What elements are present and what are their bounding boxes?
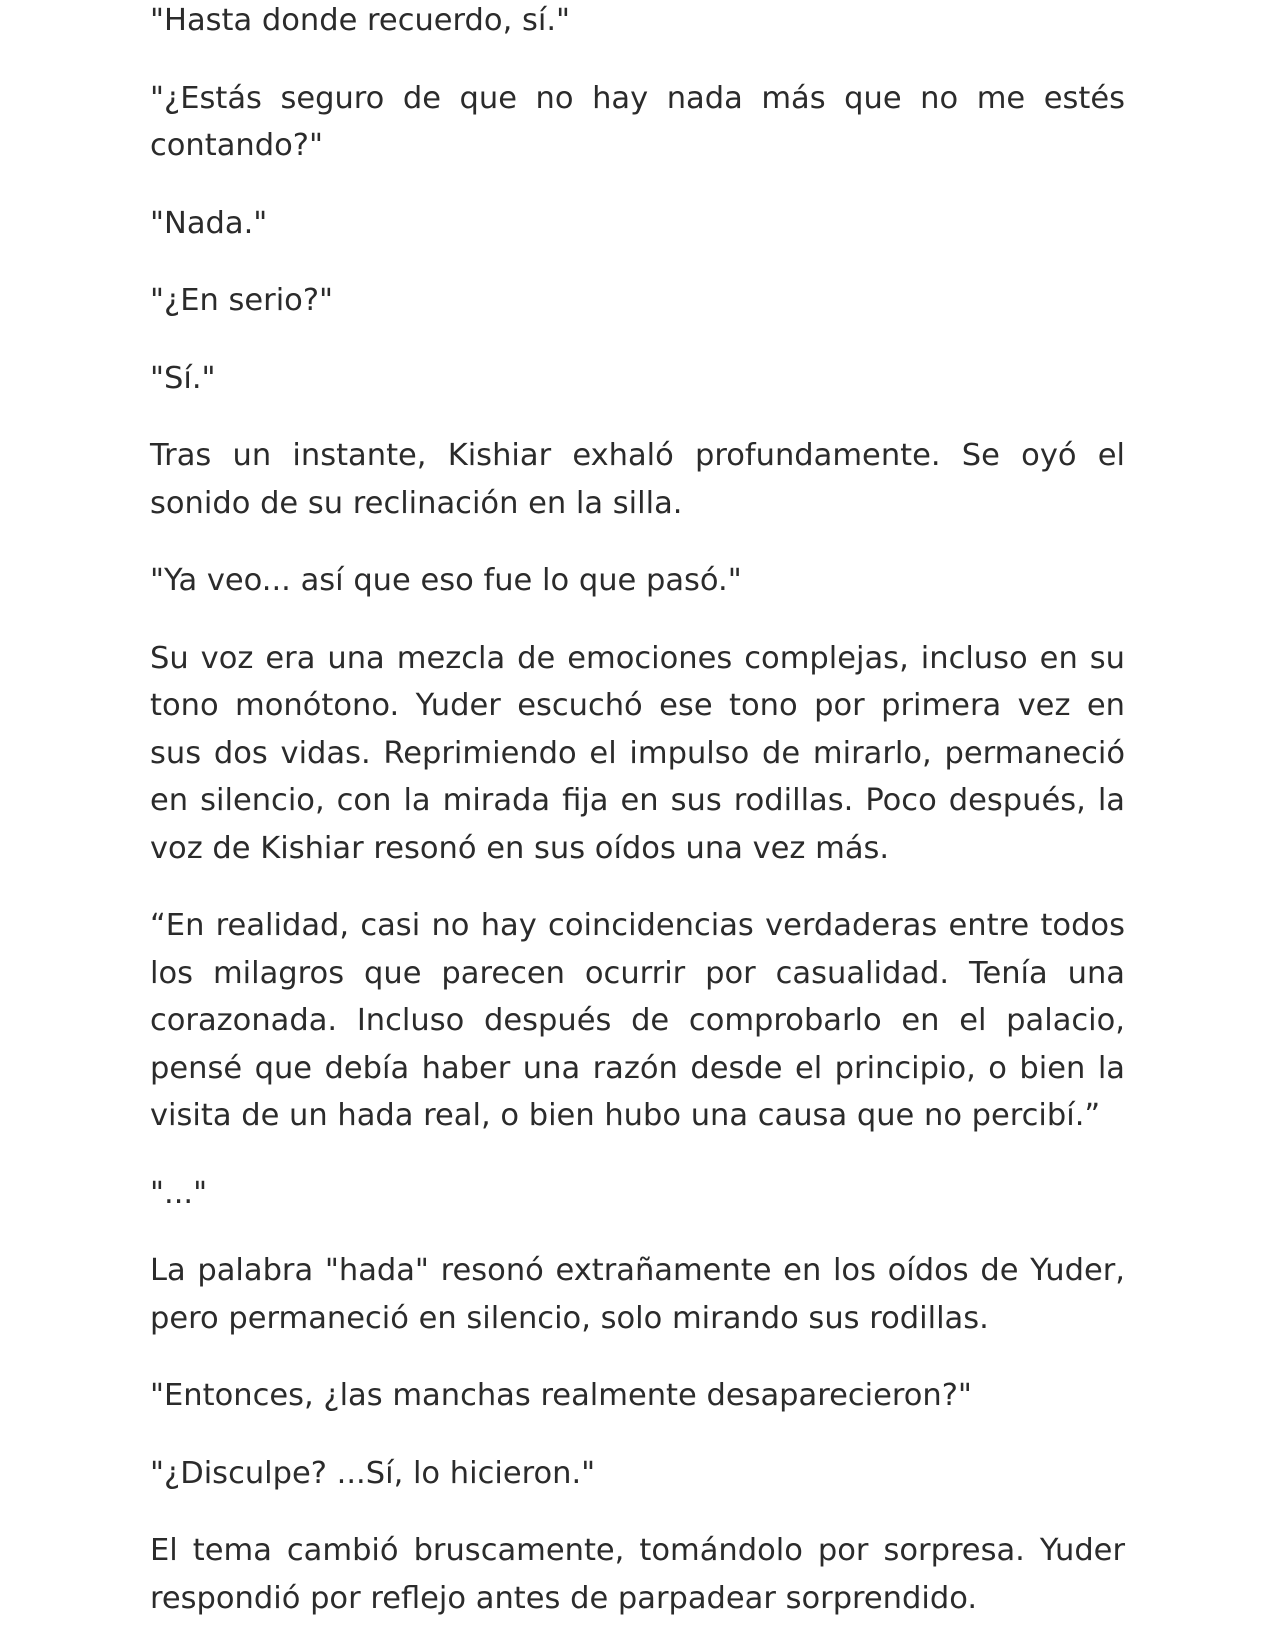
paragraph-3: "Nada." — [150, 205, 268, 241]
paragraph-5: "Sí." — [150, 360, 216, 396]
paragraph-12: "Entonces, ¿las manchas realmente desaparecieron?" — [150, 1378, 972, 1413]
paragraph-8: Su voz era una mezcla de emociones complejas, incluso en su tono monótono. Yuder escuchó ese tono por primera vez en sus dos vidas. Reprimiendo el impulso de mirarlo, permaneció en silencio, con la mirada fija en sus rodillas. Poco después, la voz de Kishiar resonó en sus oídos una vez más. — [150, 640, 1125, 866]
document-body — [150, 0, 1125, 1652]
paragraph-1: "Hasta donde recuerdo, sí." — [150, 3, 571, 38]
paragraph-13: "¿Disculpe? ...Sí, lo hicieron." — [150, 1455, 596, 1491]
paragraph-4: "¿En serio?" — [150, 283, 334, 318]
paragraph-11: La palabra "hada" resonó extrañamente en los oídos de Yuder, pero permaneció en silencio, solo mirando sus rodillas. — [150, 1253, 1125, 1336]
paragraph-6: Tras un instante, Kishiar exhaló profundamente. Se oyó el sonido de su reclinación en la silla. — [150, 438, 1125, 521]
paragraph-9: “En realidad, casi no hay coincidencias verdaderas entre todos los milagros que parecen ocurrir por casualidad. Tenía una corazonada. Incluso después de comprobarlo en el palacio, pensé que debía haber una razón desde el principio, o bien la visita de un hada real, o bien hubo una causa que no percibí.” — [150, 908, 1125, 1133]
paragraph-14: El tema cambió bruscamente, tomándolo por sorpresa. Yuder respondió por reflejo antes de parpadear sorprendido. — [150, 1533, 1125, 1616]
paragraph-2: "¿Estás seguro de que no hay nada más que no me estés contando?" — [150, 80, 1125, 163]
paragraph-7: "Ya veo... así que eso fue lo que pasó." — [150, 563, 742, 598]
paragraph-10: "..." — [150, 1175, 208, 1211]
